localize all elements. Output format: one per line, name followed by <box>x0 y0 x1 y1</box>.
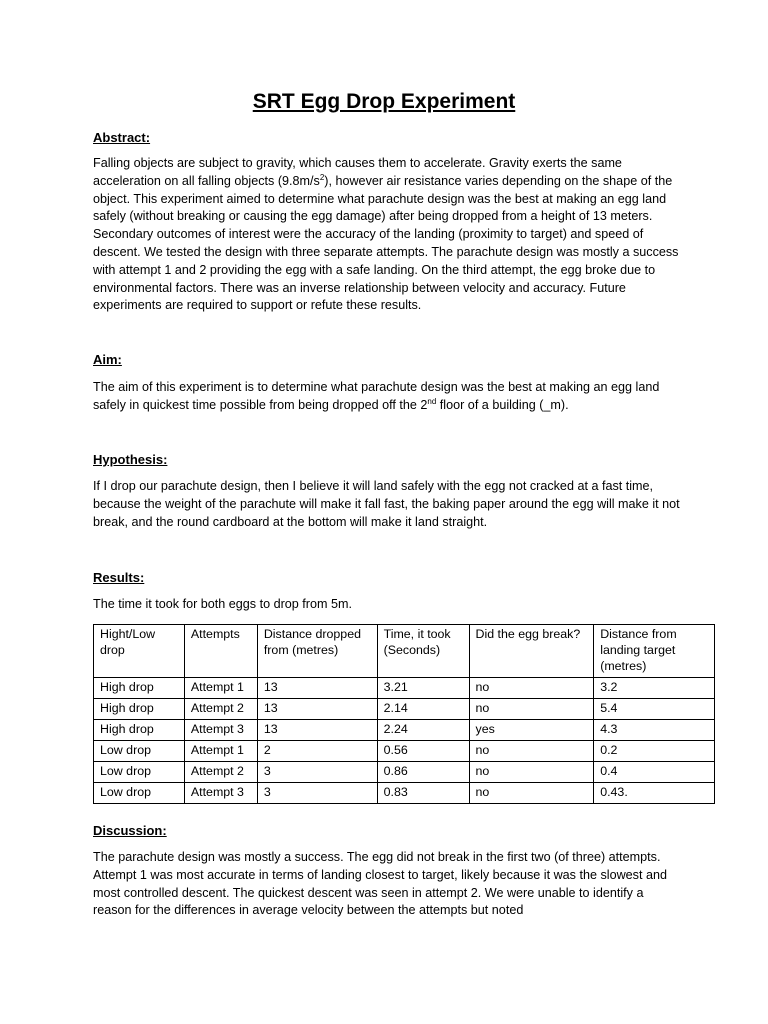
table-cell: Attempt 3 <box>184 783 257 804</box>
results-table <box>93 624 715 804</box>
table-cell: 2.14 <box>377 699 469 720</box>
aim-text-part1: The aim of this experiment is to determine what parachute design was the best at making an egg land safely in quickest time possible from being dropped off the 2 <box>93 380 660 412</box>
aim-text <box>93 379 683 415</box>
table-cell: 2 <box>257 741 377 762</box>
abstract-superscript: 2 <box>319 172 325 182</box>
table-cell: 13 <box>257 699 377 720</box>
table-cell: 3 <box>257 762 377 783</box>
table-header-row <box>94 625 715 678</box>
column-header-distance-dropped: Distance dropped from (metres) <box>257 625 377 678</box>
column-header-distance-from-target: Distance from landing target (metres) <box>594 625 715 678</box>
column-header-egg-break: Did the egg break? <box>469 625 594 678</box>
discussion-heading: Discussion: <box>93 823 167 838</box>
hypothesis-heading: Hypothesis: <box>93 452 168 467</box>
table-row <box>94 720 715 741</box>
table-cell: no <box>469 699 594 720</box>
table-row <box>94 741 715 762</box>
table-cell: yes <box>469 720 594 741</box>
table-cell: 0.86 <box>377 762 469 783</box>
aim-heading: Aim: <box>93 352 122 367</box>
table-cell: 3 <box>257 783 377 804</box>
table-cell: no <box>469 678 594 699</box>
aim-text-part2: floor of a building (_m). <box>436 397 569 412</box>
column-header-attempts: Attempts <box>184 625 257 678</box>
column-header-drop-type: Hight/Low drop <box>94 625 185 678</box>
discussion-text: The parachute design was mostly a success. The egg did not break in the first two (of three) attempts. Attempt 1 was most accurate in terms of landing closest to target, likely because it was the slowest and most controlled descent. The quickest descent was seen in attempt 2. We were unable to identify a reason for the differences in average velocity between the attempts but noted <box>93 850 667 918</box>
table-cell: High drop <box>94 699 185 720</box>
table-row <box>94 699 715 720</box>
table-row <box>94 678 715 699</box>
document-title: SRT Egg Drop Experiment <box>252 90 516 113</box>
table-cell: 3.2 <box>594 678 715 699</box>
table-cell: 13 <box>257 720 377 741</box>
table-cell: 5.4 <box>594 699 715 720</box>
results-heading: Results: <box>93 570 145 585</box>
abstract-text <box>93 155 683 315</box>
abstract-heading: Abstract: <box>93 130 151 145</box>
aim-superscript: nd <box>427 396 437 406</box>
column-header-time: Time, it took (Seconds) <box>377 625 469 678</box>
table-cell: no <box>469 741 594 762</box>
table-cell: Attempt 1 <box>184 741 257 762</box>
table-cell: 4.3 <box>594 720 715 741</box>
table-row <box>94 762 715 783</box>
abstract-text-part2: ), however air resistance varies depending on the shape of the object. This experiment aimed to determine what parachute design was the best at making an egg land safely (without breaking or causing the egg damage) after being dropped from a height of 13 meters. Secondary outcomes of interest were the accuracy of the landing (proximity to target) and speed of descent. We tested the design with three separate attempts. The parachute design was mostly a success with attempt 1 and 2 providing the egg with a safe landing. On the third attempt, the egg broke due to environmental factors. There was an inverse relationship between velocity and accuracy. Future experiments are required to support or refute these results. <box>93 173 679 313</box>
table-cell: Attempt 3 <box>184 720 257 741</box>
table-cell: 0.83 <box>377 783 469 804</box>
table-cell: 13 <box>257 678 377 699</box>
results-intro: The time it took for both eggs to drop from 5m. <box>93 597 352 611</box>
table-cell: Attempt 2 <box>184 699 257 720</box>
abstract-text-part1: Falling objects are subject to gravity, which causes them to accelerate. Gravity exerts the same acceleration on all falling objects (9.8m/s <box>93 156 622 188</box>
table-cell: Low drop <box>94 741 185 762</box>
table-cell: High drop <box>94 678 185 699</box>
table-cell: Low drop <box>94 783 185 804</box>
hypothesis-text: If I drop our parachute design, then I believe it will land safely with the egg not cracked at a fast time, because the weight of the parachute will make it fall fast, the baking paper around the egg will make it not break, and the round cardboard at the bottom will make it land straight. <box>93 479 680 529</box>
table-cell: no <box>469 783 594 804</box>
table-cell: Attempt 1 <box>184 678 257 699</box>
table-cell: 0.43. <box>594 783 715 804</box>
table-cell: no <box>469 762 594 783</box>
table-cell: High drop <box>94 720 185 741</box>
table-cell: Low drop <box>94 762 185 783</box>
table-cell: 3.21 <box>377 678 469 699</box>
table-cell: Attempt 2 <box>184 762 257 783</box>
table-cell: 0.2 <box>594 741 715 762</box>
table-cell: 2.24 <box>377 720 469 741</box>
table-row <box>94 783 715 804</box>
table-cell: 0.56 <box>377 741 469 762</box>
table-cell: 0.4 <box>594 762 715 783</box>
